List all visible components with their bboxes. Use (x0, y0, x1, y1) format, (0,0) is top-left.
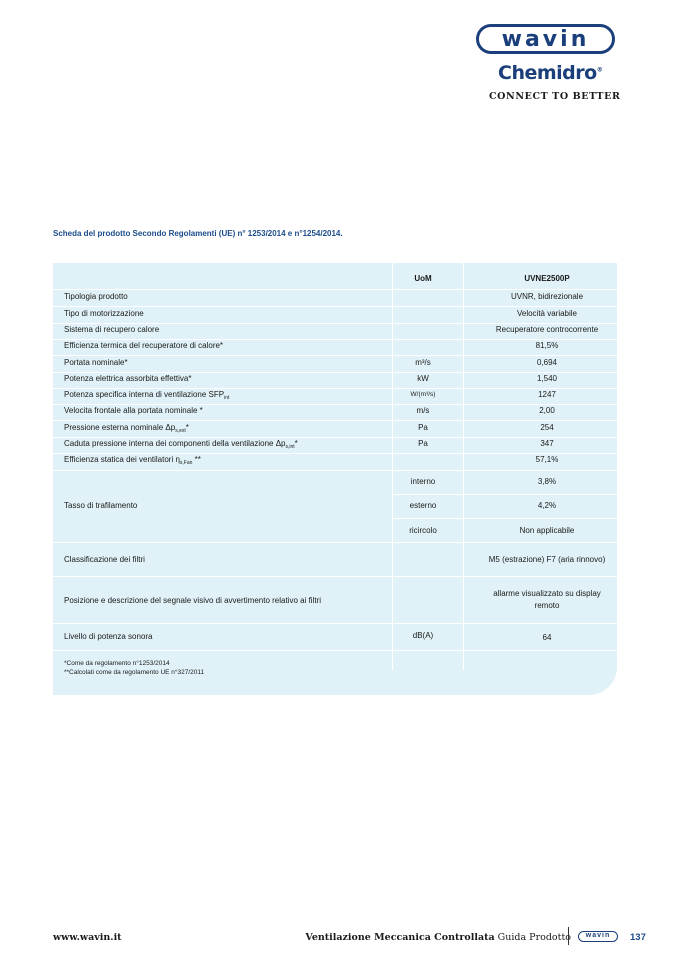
brand-logo (476, 24, 621, 104)
leakage-row: interno 3,8% (410, 477, 557, 486)
header-model: UVNE2500P (524, 274, 570, 283)
table-row: Potenza specifica interna di ventilazione $SFP_{int}$ W/(m³/s) 1247 (64, 390, 556, 401)
sound-row: Livello di potenza sonora dB(A) 64 (64, 631, 552, 642)
table-row: Efficienza termica del recuperatore di calore* 81,5% (64, 341, 559, 350)
row-divider (53, 470, 617, 471)
leakage-row: Tasso di trafilamento esterno 4,2% (64, 501, 557, 510)
page-number: 137 (630, 932, 646, 943)
table-row: Tipologia prodotto UVNR, bidirezionale (64, 292, 584, 301)
table-row: Portata nominale* m³/s 0,694 (64, 358, 558, 367)
table-row: Potenza elettrica assorbita effettiva* kW 1,540 (64, 374, 558, 383)
row-divider (392, 518, 617, 519)
filters-row: Classificazione dei filtri M5 (estrazione) F7 (aria rinnovo) (64, 555, 606, 564)
footer-divider (568, 927, 569, 945)
product-data-table (53, 263, 617, 695)
footnote: *Come da regolamento n°1253/2014 (64, 660, 170, 667)
table-row: Caduta pressione interna dei componenti della ventilazione $\Delta p_{s,int}*$ Pa 347 (64, 439, 554, 450)
footnote: **Calcolati come da regolamento UE n°327/2011 (64, 669, 205, 676)
table-row: Tipo di motorizzazione Velocità variabile (64, 309, 578, 318)
row-divider (53, 650, 617, 651)
footer-wavin-logo: wavin (578, 931, 618, 942)
filter-signal-row: Posizione e descrizione del segnale visivo di avvertimento relativo ai filtri allarme visualizzato su display remoto (64, 589, 601, 610)
row-divider (53, 542, 617, 543)
brand-tagline: CONNECT TO BETTER (489, 91, 621, 102)
table-row: Efficienza statica dei ventilatori $\eta_{s,Fan}$ ** 57,1% (64, 455, 559, 466)
leakage-row: ricircolo Non applicabile (409, 526, 575, 535)
header-uom: UoM (414, 274, 432, 283)
table-row: Pressione esterna nominale $\Delta p_{s,ext}*$ Pa 254 (64, 423, 554, 434)
table-header (53, 272, 617, 288)
chemidro-logo: Chemidro® (498, 62, 603, 84)
row-divider (53, 576, 617, 577)
footer-doc-title: Ventilazione Meccanica Controllata Guida Prodotto (305, 932, 571, 943)
footer-url[interactable]: www.wavin.it (53, 932, 122, 943)
wavin-logo: wavin (476, 24, 615, 54)
row-divider (392, 494, 617, 495)
row-divider (53, 623, 617, 624)
sheet-title: Scheda del prodotto Secondo Regolamenti (UE) n° 1253/2014 e n°1254/2014. (53, 229, 343, 238)
table-row: Velocita frontale alla portata nominale * m/s 2,00 (64, 406, 555, 415)
table-row: Sistema di recupero calore Recuperatore controcorrente (64, 325, 599, 334)
